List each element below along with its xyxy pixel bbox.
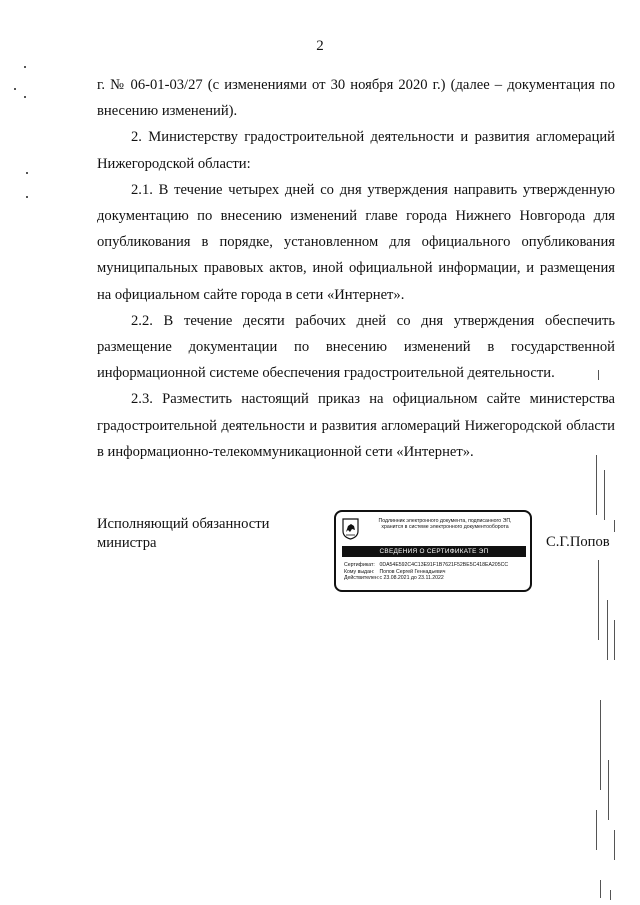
scan-mark — [14, 88, 16, 90]
scan-mark — [600, 700, 601, 790]
stamp-valid-label: Действителен: — [344, 575, 380, 582]
scan-mark — [614, 520, 615, 532]
document-body — [97, 72, 615, 465]
scan-mark — [24, 96, 26, 98]
paragraph-continuation: г. № 06-01-03/27 (с изменениями от 30 ноября 2020 г.) (далее – документация по внесению изменений). — [97, 77, 615, 120]
scan-mark — [610, 890, 611, 900]
stamp-cert-value: 0DA54E592C4C13E91F1B7621F52BE5C418EA205CC — [379, 562, 509, 568]
scan-mark — [26, 172, 28, 174]
stamp-header — [362, 518, 528, 531]
signatory-position-line2: министра — [97, 535, 157, 551]
scan-mark — [596, 810, 597, 850]
scan-mark — [614, 620, 615, 660]
scan-mark — [608, 760, 609, 820]
scan-mark — [598, 560, 599, 640]
stamp-details — [344, 562, 528, 582]
paragraph-item-2: 2. Министерству градостроительной деятельности и развития агломераций Нижегородской области: — [97, 129, 615, 172]
page-number: 2 — [316, 38, 324, 54]
stamp-cert-row — [344, 562, 528, 569]
stamp-cert-label: Сертификат: — [344, 562, 375, 568]
paragraph-item-2-2: 2.2. В течение десяти рабочих дней со дня утверждения обеспечить размещение документации по внесению изменений в государственной информационной системе обеспечения градостроительной деятельности. — [97, 312, 615, 382]
scan-mark — [604, 470, 605, 520]
scan-mark — [598, 370, 599, 380]
signatory-position — [97, 515, 269, 553]
scan-mark — [607, 600, 608, 660]
stamp-issued-label: Кому выдан: — [344, 568, 375, 575]
scan-mark — [26, 196, 28, 198]
electronic-signature-stamp — [334, 510, 532, 592]
scan-mark — [596, 455, 597, 515]
paragraph-item-2-3: 2.3. Разместить настоящий приказ на официальном сайте министерства градостроительной деятельности и развития агломераций Нижегородской области в информационно-телекоммуникационной сети «Интернет». — [97, 391, 615, 460]
stamp-issued-value: Попов Сергей Геннадьевич — [379, 568, 446, 575]
stamp-header-line2: хранится в системе электронного документооборота — [381, 524, 509, 531]
stamp-valid-value: с 23.08.2021 до 23.11.2022 — [379, 575, 444, 582]
scan-mark — [614, 830, 615, 860]
stamp-title: СВЕДЕНИЯ О СЕРТИФИКАТЕ ЭП — [342, 546, 526, 557]
stamp-header-line1: Подлинник электронного документа, подписанного ЭП, — [378, 518, 512, 524]
nizhny-novgorod-emblem-icon — [342, 518, 359, 540]
paragraph-item-2-1: 2.1. В течение четырех дней со дня утверждения направить утвержденную документацию по внесению изменений главе города Нижнего Новгорода для опубликования в порядке, установленном для официального опубликования муниципальных правовых актов, иной официальной информации, и размещения на официальном сайте города в сети «Интернет». — [97, 181, 615, 303]
signatory-name: С.Г.Попов — [546, 534, 610, 550]
scan-mark — [24, 66, 26, 68]
stamp-valid-row — [344, 575, 528, 582]
signatory-position-line1: Исполняющий обязанности — [97, 516, 270, 532]
scan-mark — [600, 880, 601, 898]
